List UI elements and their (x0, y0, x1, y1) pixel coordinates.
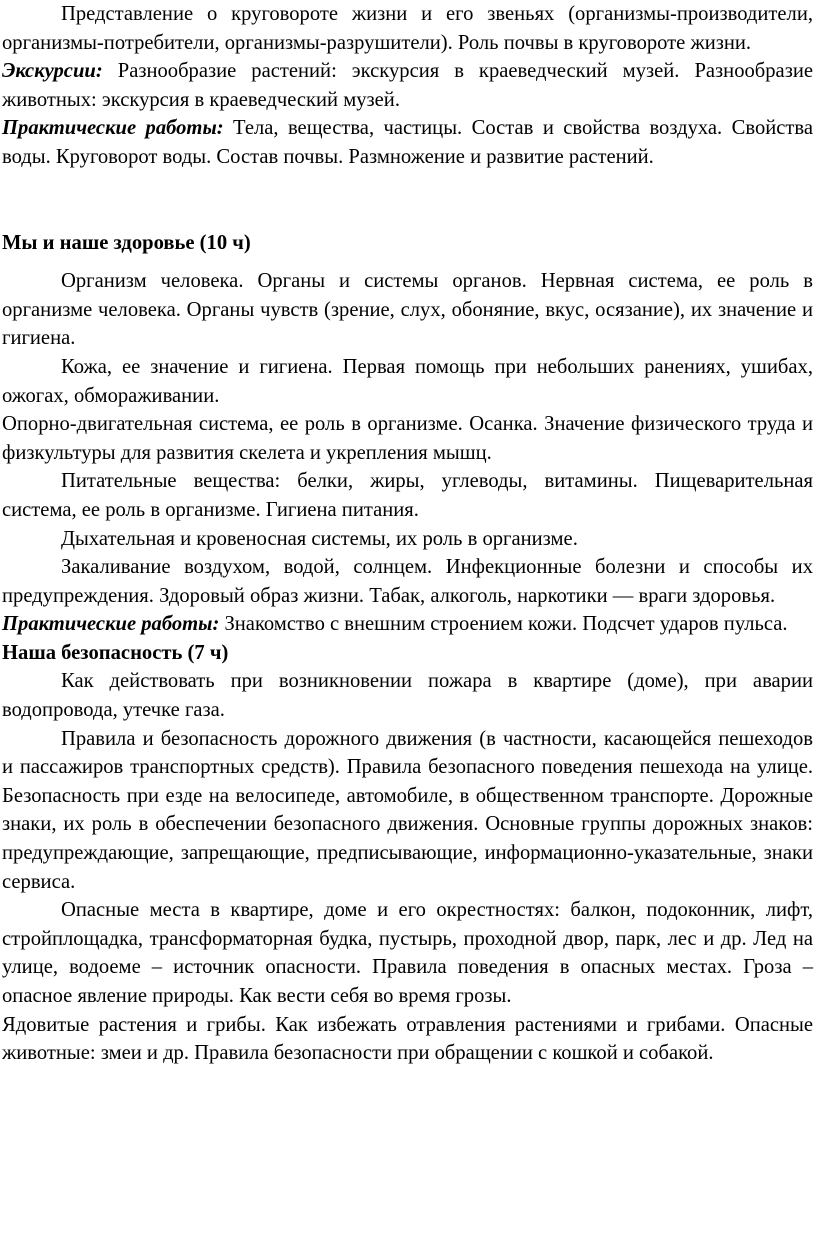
intro-cycle-paragraph: Представление о круговороте жизни и его звеньях (организмы-производители, организмы-потребители, организмы-разрушители). Роль почвы в круговороте жизни. (2, 3, 813, 54)
practical-works-text-1: Тела, вещества, частицы. Состав и свойства воздуха. Свойства воды. Круговорот воды. Состав почвы. Размножение и развитие растений. (2, 117, 814, 168)
safety-paragraph-1: Как действовать при возникновении пожара в квартире (доме), при аварии водопровода, утечке газа. (2, 670, 813, 722)
health-paragraph-2: Кожа, ее значение и гигиена. Первая помощь при небольших ранениях, ушибах, ожогах, обмораживании. (2, 355, 813, 407)
section-heading-health: Мы и наше здоровье (10 ч) (2, 231, 251, 254)
practical-works-paragraph-2 (2, 610, 813, 639)
spacer (2, 172, 813, 229)
practical-works-paragraph-1 (2, 114, 813, 171)
safety-paragraph-4: Ядовитые растения и грибы. Как избежать отравления растениями и грибами. Опасные животные: змеи и др. Правила безопасности при обращении с кошкой и собакой. (2, 1013, 813, 1065)
practical-works-label-1: Практические работы: (2, 117, 224, 140)
safety-paragraph-2: Правила и безопасность дорожного движения (в частности, касающейся пешеходов и пассажиров транспортных средств). Правила безопасного поведения пешехода на улице. Безопасность при езде на велосипеде, автомобиле, в общественном транспорте. Дорожные знаки, их роль в обеспечении безопасного движения. Основные группы дорожных знаков: предупреждающие, запрещающие, предписывающие, информационно-указательные, знаки сервиса. (2, 727, 813, 893)
section-heading-safety: Наша безопасность (7 ч) (2, 641, 229, 664)
health-paragraph-5: Дыхательная и кровеносная системы, их роль в организме. (61, 527, 578, 550)
excursions-label: Экскурсии: (2, 60, 103, 83)
health-paragraph-6: Закаливание воздухом, водой, солнцем. Инфекционные болезни и способы их предупреждения. Здоровый образ жизни. Табак, алкоголь, наркотики — враги здоровья. (2, 556, 813, 607)
health-paragraph-1: Организм человека. Органы и системы органов. Нервная система, ее роль в организме человека. Органы чувств (зрение, слух, обоняние, вкус, осязание), их значение и гигиена. (2, 270, 813, 350)
health-paragraph-4: Питательные вещества: белки, жиры, углеводы, витамины. Пищеварительная система, ее роль в организме. Гигиена питания. (2, 470, 813, 521)
spacer (2, 257, 813, 267)
excursions-text: Разнообразие растений: экскурсия в краеведческий музей. Разнообразие животных: экскурсия в краеведческий музей. (2, 60, 813, 111)
safety-paragraph-3: Опасные места в квартире, доме и его окрестностях: балкон, подоконник, лифт, стройплощадка, трансформаторная будка, пустырь, проходной двор, парк, лес и др. Лед на улице, водоеме – источник опасности. Правила поведения в опасных местах. Гроза – опасное явление природы. Как вести себя во время грозы. (2, 899, 813, 1007)
practical-works-label-2: Практические работы: (2, 613, 220, 636)
practical-works-text-2: Знакомство с внешним строением кожи. Подсчет ударов пульса. (224, 613, 788, 636)
health-paragraph-3: Опорно-двигательная система, ее роль в организме. Осанка. Значение физического труда и физкультуры для развития скелета и укрепления мышц. (2, 413, 813, 464)
excursions-paragraph (2, 57, 813, 114)
